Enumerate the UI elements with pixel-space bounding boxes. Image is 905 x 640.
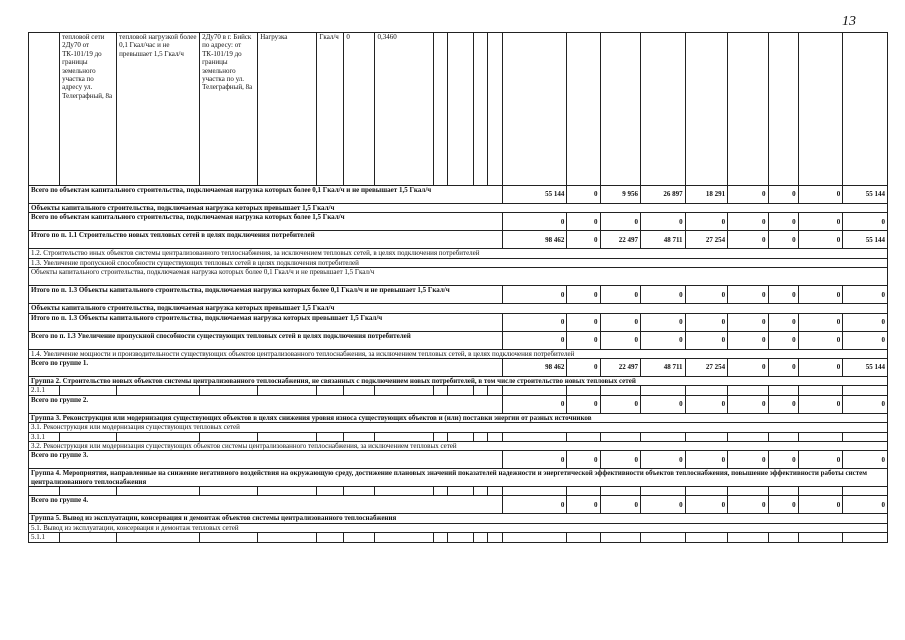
amount-cell: 0 [567,331,600,349]
amount-cell: 0 [600,313,640,331]
amount-cell: 0 [685,451,728,469]
empty-cell [473,487,488,496]
row-label: Итого по п. 1.3 Объекты капитального строительства, подключаемая нагрузка которых более 0,1 Гкал/ч и не превышает 1,5 Гкал/ч [29,286,503,304]
section-heading: 1.2. Строительство иных объектов системы централизованного теплоснабжения, за исключением тепловых сетей, в целях подключения потребителей [29,249,888,258]
amount-cell: 0 [685,213,728,231]
amount-cell: 0 [685,286,728,304]
empty-cell [567,432,600,441]
empty-cell [117,533,200,542]
amount-cell: 55 144 [503,186,567,204]
empty-cell [798,487,843,496]
empty-cell [503,432,567,441]
empty-cell [448,432,474,441]
empty-cell [685,533,728,542]
empty-cell [600,386,640,395]
amount-cell: 0 [600,395,640,413]
empty-cell [488,533,503,542]
amount-cell: 26 897 [640,186,685,204]
empty-cell [685,386,728,395]
empty-cell [843,432,888,441]
investment-table [28,32,888,543]
empty-cell [768,432,798,441]
empty-cell [798,386,843,395]
section-heading: 1.4. Увеличение мощности и производительности существующих объектов централизованного теплоснабжения, за исключением тепловых сетей, в целях подключения потребителей [29,349,888,358]
row-label: Всего по п. 1.3 Увеличение пропускной способности существующих тепловых сетей в целях подключения потребителей [29,331,503,349]
table-row [29,186,888,204]
empty-cell [798,533,843,542]
amount-cell: 9 956 [600,186,640,204]
empty-cell [375,533,433,542]
empty-cell [473,533,488,542]
row-label: Итого по п. 1.1 Строительство новых тепловых сетей в целях подключения потребителей [29,231,503,249]
empty-cell [60,533,117,542]
table-row [29,249,888,258]
amount-cell: 0 [567,186,600,204]
amount-cell: 0 [768,313,798,331]
empty-cell [640,386,685,395]
empty-cell [258,432,317,441]
amount-cell: 0 [503,286,567,304]
empty-cell [258,533,317,542]
amount-cell: 0 [728,286,768,304]
row-label: Всего по группе 1. [29,359,503,377]
row-label: Всего по объектам капитального строительства, подключаемая нагрузка которых более 1,5 Гкал/ч [29,213,503,231]
value-after-cell: 0,3460 [375,33,433,186]
table-row [29,359,888,377]
amount-cell: 0 [798,359,843,377]
amount-cell: 55 144 [843,231,888,249]
table-row [29,413,888,422]
empty-cell [448,487,474,496]
row-label: Всего по группе 2. [29,395,503,413]
amount-cell: 0 [728,359,768,377]
amount-cell: 0 [798,451,843,469]
table-row [29,451,888,469]
table-row [29,432,888,441]
amount-cell: 0 [567,395,600,413]
amount-cell: 27 254 [685,231,728,249]
empty-cell [503,487,567,496]
amount-cell: 0 [843,395,888,413]
empty-cell [117,386,200,395]
row-label: Всего по группе 4. [29,496,503,514]
amount-cell: 0 [728,213,768,231]
table-row [29,231,888,249]
amount-cell: 0 [640,496,685,514]
empty-cell [448,386,474,395]
empty-cell [200,432,258,441]
row-label: Итого по п. 1.3 Объекты капитального строительства, подключаемая нагрузка которых превышает 1,5 Гкал/ч [29,313,503,331]
section-heading: 3.2. Реконструкция или модернизация существующих объектов системы централизованного теплоснабжения, за исключением тепловых сетей [29,442,888,451]
amount-cell: 0 [567,313,600,331]
empty-cell [600,487,640,496]
amount-cell: 0 [768,213,798,231]
amount-cell: 55 144 [843,186,888,204]
empty-cell [344,533,375,542]
empty-cell [798,432,843,441]
empty-cell [600,533,640,542]
row-label: 2.1.1 [29,386,60,395]
amount-cell: 0 [728,451,768,469]
table-row [29,386,888,395]
amount-cell: 0 [503,496,567,514]
amount-cell: 0 [843,213,888,231]
table-row [29,286,888,304]
empty-cell [728,432,768,441]
table-row [29,349,888,358]
amount-cell: 0 [768,231,798,249]
section-heading: 1.3. Увеличение пропускной способности существующих тепловых сетей в целях подключения потребителей [29,258,888,267]
row-label: 3.1.1 [29,432,60,441]
empty-cell [433,386,448,395]
table-row [29,268,888,286]
empty-cell [344,432,375,441]
amount-cell: 0 [567,231,600,249]
empty-cell [344,386,375,395]
amount-cell: 0 [685,496,728,514]
empty-cell [317,533,344,542]
amount-cell: 0 [798,231,843,249]
table-row [29,423,888,432]
empty-cell [843,386,888,395]
empty-cell [317,487,344,496]
empty-cell [768,386,798,395]
amount-cell: 0 [685,313,728,331]
empty-cell [200,533,258,542]
amount-cell: 0 [600,286,640,304]
amount-cell: 0 [768,286,798,304]
section-heading: Группа 2. Строительство новых объектов системы централизованного теплоснабжения, не связанных с подключением новых потребителей, в том числе строительство новых тепловых сетей [29,377,888,386]
amount-cell: 0 [798,496,843,514]
amount-cell: 0 [567,359,600,377]
empty-cell [503,533,567,542]
amount-cell: 0 [843,286,888,304]
section-heading: Группа 4. Мероприятия, направленные на снижение негативного воздействия на окружающую среду, достижение плановых значений показателей надежности и энергетической эффективности объектов теплоснабжения, повышение эффективности работы систем централизованного теплоснабжения [29,469,888,487]
empty-cell [448,533,474,542]
table-row [29,313,888,331]
amount-cell: 0 [728,313,768,331]
table-row [29,487,888,496]
amount-cell: 0 [567,286,600,304]
table-row [29,377,888,386]
value-before-cell: 0 [344,33,375,186]
project-load-cell: тепловой нагрузкой более 0,1 Гкал/час и не превышает 1,5 Гкал/ч [117,33,200,186]
table-row [29,496,888,514]
empty-cell [567,487,600,496]
row-label [29,487,60,496]
amount-cell: 18 291 [685,186,728,204]
empty-cell [685,487,728,496]
empty-cell [317,386,344,395]
empty-cell [843,533,888,542]
section-heading: Объекты капитального строительства, подключаемая нагрузка которых превышает 1,5 Гкал/ч [29,304,888,313]
empty-cell [117,432,200,441]
project-location-cell: 2Ду70 в г. Бийск по адресу: от ТК-101/19 до границы земельного участка по ул. Телеграфный, 8а [200,33,258,186]
section-heading: 5.1. Вывод из эксплуатации, консервация и демонтаж тепловых сетей [29,523,888,532]
row-label: Всего по группе 3. [29,451,503,469]
empty-cell [344,487,375,496]
page-number: 13 [842,14,856,29]
amount-cell: 0 [600,451,640,469]
empty-cell [60,432,117,441]
amount-cell: 0 [600,331,640,349]
row-label: 5.1.1 [29,533,60,542]
amount-cell: 0 [728,331,768,349]
amount-cell: 0 [843,331,888,349]
empty-cell [258,487,317,496]
empty-cell [843,487,888,496]
amount-cell: 0 [728,186,768,204]
amount-cell: 0 [768,395,798,413]
empty-cell [728,487,768,496]
amount-cell: 98 462 [503,231,567,249]
row-label: Всего по объектам капитального строительства, подключаемая нагрузка которых более 0,1 Гкал/ч и не превышает 1,5 Гкал/ч [29,186,503,204]
empty-cell [60,386,117,395]
empty-cell [433,533,448,542]
empty-cell [768,487,798,496]
amount-cell: 0 [567,213,600,231]
amount-cell: 0 [798,186,843,204]
amount-cell: 0 [600,496,640,514]
empty-cell [728,533,768,542]
empty-cell [728,386,768,395]
project-description-cell: тепловой сети 2Ду70 от ТК-101/19 до границы земельного участка по адресу ул. Телеграфный, 8а [60,33,117,186]
amount-cell: 0 [503,451,567,469]
amount-cell: 0 [728,496,768,514]
amount-cell: 0 [503,331,567,349]
empty-cell [567,533,600,542]
empty-cell [60,487,117,496]
table-row [29,304,888,313]
amount-cell: 22 497 [600,359,640,377]
amount-cell: 22 497 [600,231,640,249]
amount-cell: 0 [798,213,843,231]
empty-cell [317,432,344,441]
amount-cell: 0 [503,213,567,231]
amount-cell: 0 [685,395,728,413]
section-heading: 3.1. Реконструкция или модернизация существующих тепловых сетей [29,423,888,432]
empty-cell [640,533,685,542]
amount-cell: 27 254 [685,359,728,377]
empty-cell [375,432,433,441]
empty-cell [375,487,433,496]
top-project-row [29,33,888,186]
empty-cell [473,432,488,441]
amount-cell: 0 [640,331,685,349]
table-row [29,258,888,267]
amount-cell: 48 711 [640,359,685,377]
amount-cell: 0 [768,359,798,377]
amount-cell: 0 [798,395,843,413]
table-row [29,469,888,487]
amount-cell: 48 711 [640,231,685,249]
empty-cell [200,487,258,496]
empty-cell [488,487,503,496]
amount-cell: 0 [798,313,843,331]
table-row [29,442,888,451]
empty-cell [640,487,685,496]
table-row [29,331,888,349]
empty-cell [433,432,448,441]
parameter-name-cell: Нагрузка [258,33,317,186]
table-row [29,395,888,413]
amount-cell: 0 [640,286,685,304]
amount-cell: 0 [503,395,567,413]
empty-cell [640,432,685,441]
table-row [29,514,888,523]
amount-cell: 0 [768,451,798,469]
empty-cell [488,432,503,441]
amount-cell: 0 [503,313,567,331]
amount-cell: 0 [768,331,798,349]
amount-cell: 0 [567,496,600,514]
table-row [29,533,888,542]
amount-cell: 98 462 [503,359,567,377]
amount-cell: 0 [640,213,685,231]
amount-cell: 0 [728,395,768,413]
section-heading: Группа 5. Вывод из эксплуатации, консервация и демонтаж объектов системы централизованного теплоснабжения [29,514,888,523]
amount-cell: 0 [843,451,888,469]
table-row [29,204,888,213]
section-heading: Объекты капитального строительства, подключаемая нагрузка которых превышает 1,5 Гкал/ч [29,204,888,213]
amount-cell: 0 [768,496,798,514]
unit-cell: Гкал/ч [317,33,344,186]
empty-cell [433,487,448,496]
amount-cell: 0 [567,451,600,469]
amount-cell: 0 [728,231,768,249]
empty-cell [768,533,798,542]
amount-cell: 0 [600,213,640,231]
amount-cell: 0 [798,286,843,304]
amount-cell: 0 [768,186,798,204]
empty-cell [473,386,488,395]
amount-cell: 55 144 [843,359,888,377]
amount-cell: 0 [640,313,685,331]
amount-cell: 0 [798,331,843,349]
table-row [29,213,888,231]
amount-cell: 0 [640,451,685,469]
empty-cell [685,432,728,441]
empty-cell [258,386,317,395]
empty-cell [567,386,600,395]
empty-cell [600,432,640,441]
amount-cell: 0 [843,496,888,514]
section-heading: Группа 3. Реконструкция или модернизация существующих объектов в целях снижения уровня износа существующих объектов и (или) поставки энергии от разных источников [29,413,888,422]
section-heading: Объекты капитального строительства, подключаемая нагрузка которых более 0,1 Гкал/ч и не превышает 1,5 Гкал/ч [29,268,888,286]
empty-cell [200,386,258,395]
table-row [29,523,888,532]
empty-cell [503,386,567,395]
empty-cell [117,487,200,496]
empty-cell [375,386,433,395]
amount-cell: 0 [640,395,685,413]
amount-cell: 0 [685,331,728,349]
amount-cell: 0 [843,313,888,331]
empty-cell [488,386,503,395]
